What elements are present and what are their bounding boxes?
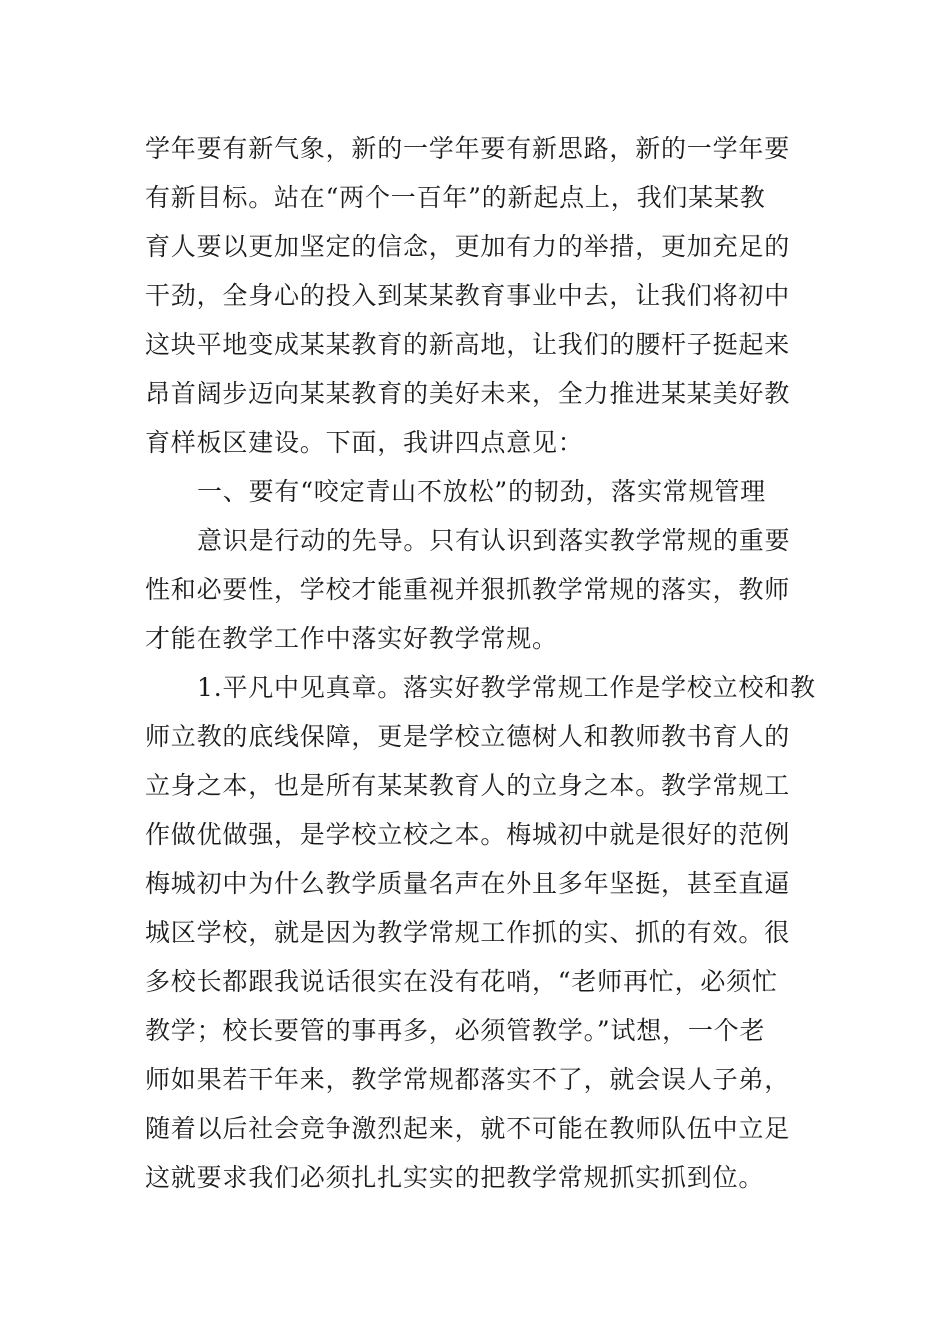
text-line: 昂首阔步迈向某某教育的美好未来，全力推进某某美好教: [145, 379, 791, 408]
text-line: 才能在教学工作中落实好教学常规。: [145, 624, 558, 653]
body-text: [145, 124, 816, 1202]
text-line: 师如果若干年来，教学常规都落实不了，就会误人子弟，: [145, 1065, 791, 1094]
text-line: 学年要有新气象，新的一学年要有新思路，新的一学年要: [145, 134, 791, 163]
paragraph-start: 意识是行动的先导。只有认识到落实教学常规的重要: [197, 526, 791, 555]
text-line: 多校长都跟我说话很实在没有花哨，“老师再忙，必须忙: [145, 967, 778, 996]
text-line: 育人要以更加坚定的信念，更加有力的举措，更加充足的: [145, 232, 791, 261]
text-line: 师立教的底线保障，更是学校立德树人和教师教书育人的: [145, 722, 791, 751]
text-line: 有新目标。站在“两个一百年”的新起点上，我们某某教: [145, 183, 766, 212]
text-line: 随着以后社会竞争激烈起来，就不可能在教师队伍中立足: [145, 1114, 791, 1143]
text-line: 作做优做强，是学校立校之本。梅城初中就是很好的范例: [145, 820, 791, 849]
text-line: 性和必要性，学校才能重视并狠抓教学常规的落实，教师: [145, 575, 791, 604]
text-line: 育样板区建设。下面，我讲四点意见：: [145, 428, 584, 457]
text-line: 立身之本，也是所有某某教育人的立身之本。教学常规工: [145, 771, 791, 800]
section-heading: 一、要有“咬定青山不放松”的韧劲，落实常规管理: [197, 477, 766, 506]
text-line: 城区学校，就是因为教学常规工作抓的实、抓的有效。很: [145, 918, 791, 947]
text-line: 教学；校长要管的事再多，必须管教学。”试想，一个老: [145, 1016, 766, 1045]
text-line: 干劲，全身心的投入到某某教育事业中去，让我们将初中: [145, 281, 791, 310]
text-line: 这块平地变成某某教育的新高地，让我们的腰杆子挺起来: [145, 330, 791, 359]
text-line: 这就要求我们必须扎扎实实的把教学常规抓实抓到位。: [145, 1163, 765, 1192]
paragraph-start: 1.平凡中见真章。落实好教学常规工作是学校立校和教: [197, 673, 816, 702]
text-line: 梅城初中为什么教学质量名声在外且多年坚挺，甚至直逼: [145, 869, 791, 898]
